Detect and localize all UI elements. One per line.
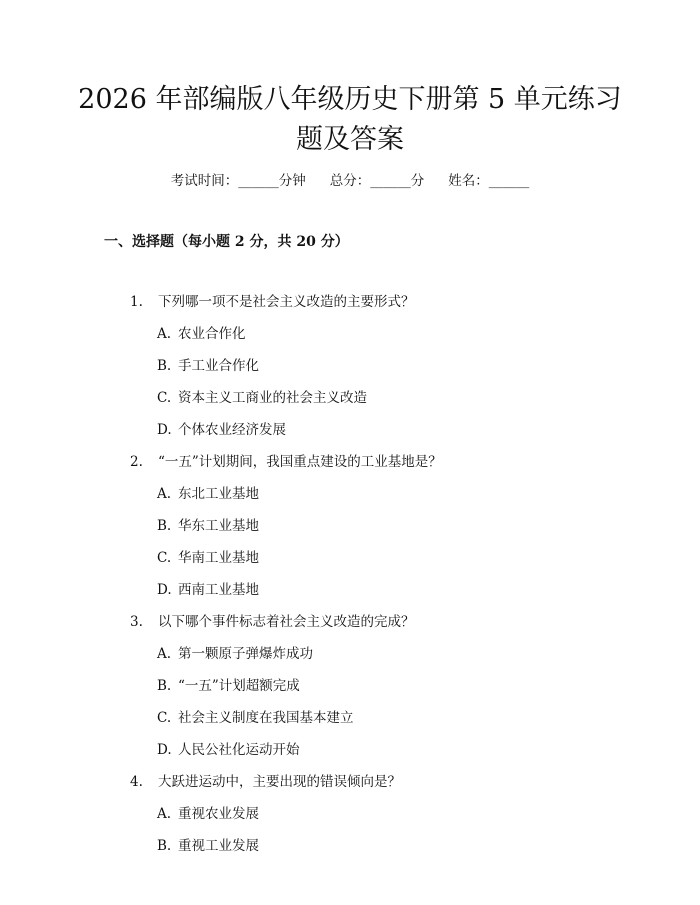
question-2-option-b [157, 514, 259, 534]
total-score-field: 总分：______分 [329, 173, 425, 189]
option-letter: A. [157, 326, 172, 342]
option-letter: D. [157, 582, 172, 598]
question-2-option-c [157, 546, 259, 566]
option-text: 西南工业基地 [178, 582, 259, 598]
option-text: 重视工业发展 [178, 838, 259, 854]
option-text: 华南工业基地 [178, 550, 259, 566]
question-2-option-a [157, 482, 259, 502]
option-text: 第一颗原子弹爆炸成功 [178, 646, 313, 662]
option-letter: C. [157, 390, 172, 406]
question-3-option-b [157, 674, 300, 694]
name-field: 姓名：______ [448, 173, 530, 189]
question-3-option-c [157, 706, 354, 726]
question-text: 大跃进运动中，主要出现的错误倾向是？ [158, 774, 401, 790]
option-letter: D. [157, 422, 172, 438]
option-letter: B. [157, 358, 172, 374]
question-text: “一五”计划期间，我国重点建设的工业基地是？ [158, 454, 442, 470]
option-letter: B. [157, 838, 172, 854]
option-letter: C. [157, 550, 172, 566]
question-text: 以下哪个事件标志着社会主义改造的完成？ [158, 614, 415, 630]
question-2 [130, 450, 442, 470]
section-heading-choice: 一、选择题（每小题 2 分，共 20 分） [104, 234, 349, 250]
option-text: 社会主义制度在我国基本建立 [178, 710, 354, 726]
title-line-2: 题及答案 [296, 124, 404, 155]
question-2-option-d [157, 578, 259, 598]
option-text: 东北工业基地 [178, 486, 259, 502]
option-text: 个体农业经济发展 [178, 422, 286, 438]
option-text: 农业合作化 [178, 326, 246, 342]
exam-time-field: 考试时间：______分钟 [170, 173, 306, 189]
option-letter: A. [157, 806, 172, 822]
option-text: 人民公社化运动开始 [178, 742, 300, 758]
question-number: 1. [130, 294, 143, 310]
question-4-option-a [157, 802, 259, 822]
question-1-option-d [157, 418, 286, 438]
question-text: 下列哪一项不是社会主义改造的主要形式？ [158, 294, 415, 310]
question-4 [130, 770, 401, 790]
option-letter: A. [157, 486, 172, 502]
option-letter: C. [157, 710, 172, 726]
question-1 [130, 290, 415, 310]
question-3-option-a [157, 642, 313, 662]
question-number: 4. [130, 774, 143, 790]
question-1-option-b [157, 354, 259, 374]
option-text: 重视农业发展 [178, 806, 259, 822]
option-letter: D. [157, 742, 172, 758]
question-3-option-d [157, 738, 300, 758]
option-text: 手工业合作化 [178, 358, 259, 374]
question-3 [130, 610, 415, 630]
option-text: 资本主义工商业的社会主义改造 [178, 390, 367, 406]
question-number: 3. [130, 614, 143, 630]
option-text: “一五”计划超额完成 [178, 678, 300, 694]
option-text: 华东工业基地 [178, 518, 259, 534]
question-4-option-b [157, 834, 259, 854]
option-letter: B. [157, 678, 172, 694]
option-letter: A. [157, 646, 172, 662]
question-number: 2. [130, 454, 143, 470]
question-1-option-c [157, 386, 367, 406]
exam-meta [0, 169, 700, 189]
question-1-option-a [157, 322, 246, 342]
title-line-1: 2026 年部编版八年级历史下册第 5 单元练习 [78, 84, 622, 115]
document-title [60, 80, 640, 160]
option-letter: B. [157, 518, 172, 534]
